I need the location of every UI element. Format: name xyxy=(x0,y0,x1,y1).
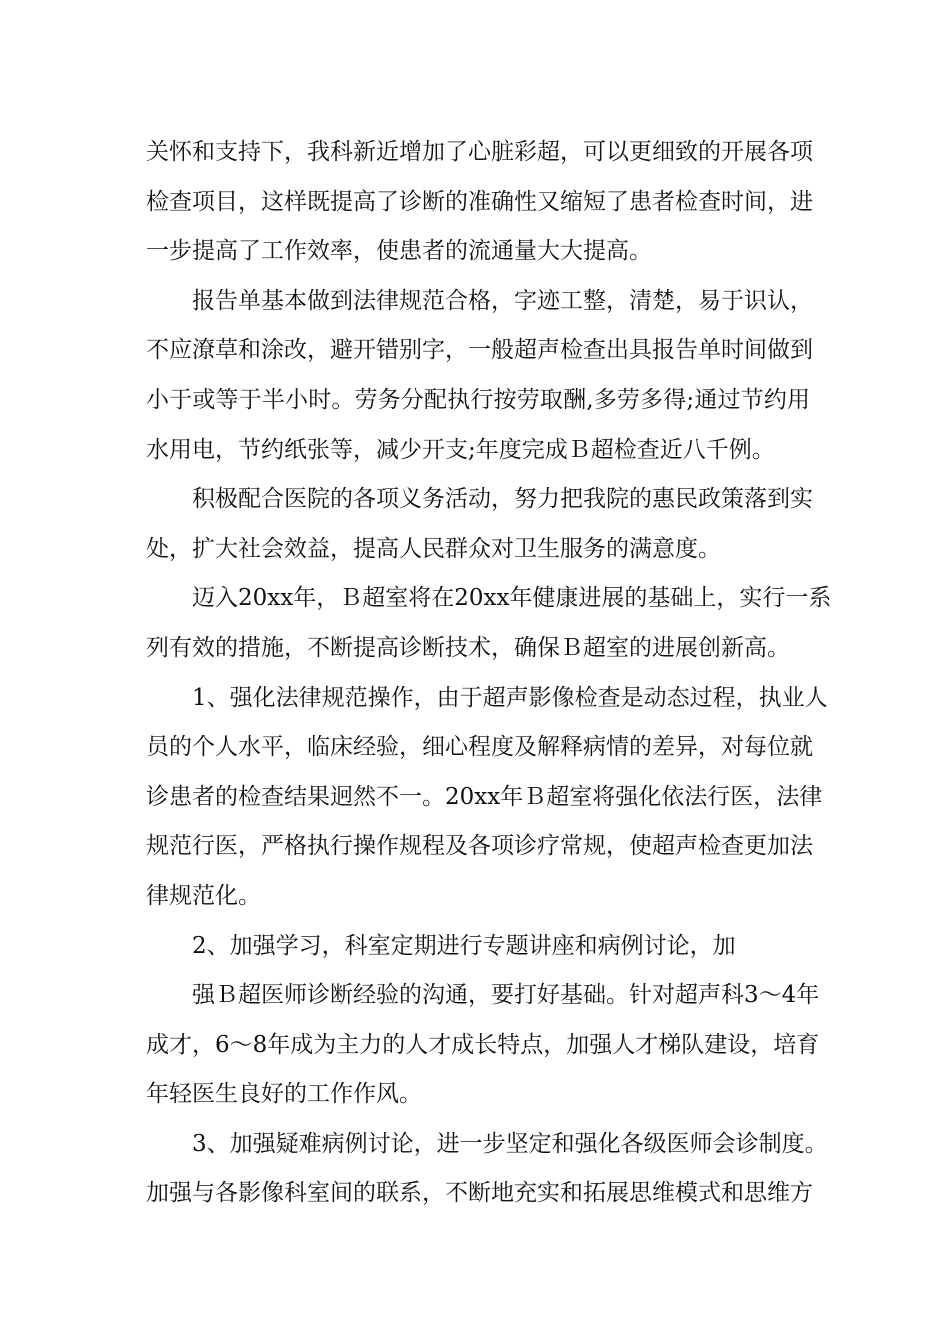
text-line: 水用电，节约纸张等，减少开支;年度完成Ｂ超检查近八千例。 xyxy=(146,436,775,463)
text-line: 处，扩大社会效益，提高人民群众对卫生服务的满意度。 xyxy=(146,535,721,562)
text-line: 一步提高了工作效率，使患者的流通量大大提高。 xyxy=(146,238,652,265)
text-line: 员的个人水平，临床经验，细心程度及解释病情的差异，对每位就 xyxy=(146,734,813,761)
text-line: 检查项目，这样既提高了诊断的准确性又缩短了患者检查时间，进 xyxy=(146,188,813,215)
text-line: 律规范化。 xyxy=(146,882,261,909)
text-line: 迈入20xx年，Ｂ超室将在20xx年健康进展的基础上，实行一系 xyxy=(146,585,832,612)
text-line: 规范行医，严格执行操作规程及各项诊疗常规，使超声检查更加法 xyxy=(146,833,813,860)
text-line: 年轻医生良好的工作作风。 xyxy=(146,1081,422,1108)
document-body xyxy=(146,128,832,1219)
text-line: 2、加强学习，科室定期进行专题讲座和病例讨论，加 xyxy=(146,932,736,959)
text-line: 3、加强疑难病例讨论，进一步坚定和强化各级医师会诊制度。 xyxy=(146,1130,828,1157)
text-line: 强Ｂ超医师诊断经验的沟通，要打好基础。针对超声科3～4年 xyxy=(146,982,820,1009)
text-line: 关怀和支持下，我科新近增加了心脏彩超，可以更细致的开展各项 xyxy=(146,139,813,165)
text-line: 成才，6～8年成为主力的人才成长特点，加强人才梯队建设，培育 xyxy=(146,1031,820,1058)
text-line: 诊患者的检查结果迥然不一。20xx年Ｂ超室将强化依法行医，法律 xyxy=(146,783,823,810)
text-line: 积极配合医院的各项义务活动，努力把我院的惠民政策落到实 xyxy=(146,486,813,513)
text-line: 小于或等于半小时。劳务分配执行按劳取酬,多劳多得;通过节约用 xyxy=(146,386,810,413)
text-line: 加强与各影像科室间的联系，不断地充实和拓展思维模式和思维方 xyxy=(146,1180,813,1207)
text-line: 不应潦草和涂改，避开错别字，一般超声检查出具报告单时间做到 xyxy=(146,337,813,364)
text-line: 列有效的措施，不断提高诊断技术，确保Ｂ超室的进展创新高。 xyxy=(146,634,790,661)
text-line: 报告单基本做到法律规范合格，字迹工整，清楚，易于识认， xyxy=(146,287,813,314)
text-line: 1、强化法律规范操作，由于超声影像检查是动态过程，执业人 xyxy=(146,684,828,711)
